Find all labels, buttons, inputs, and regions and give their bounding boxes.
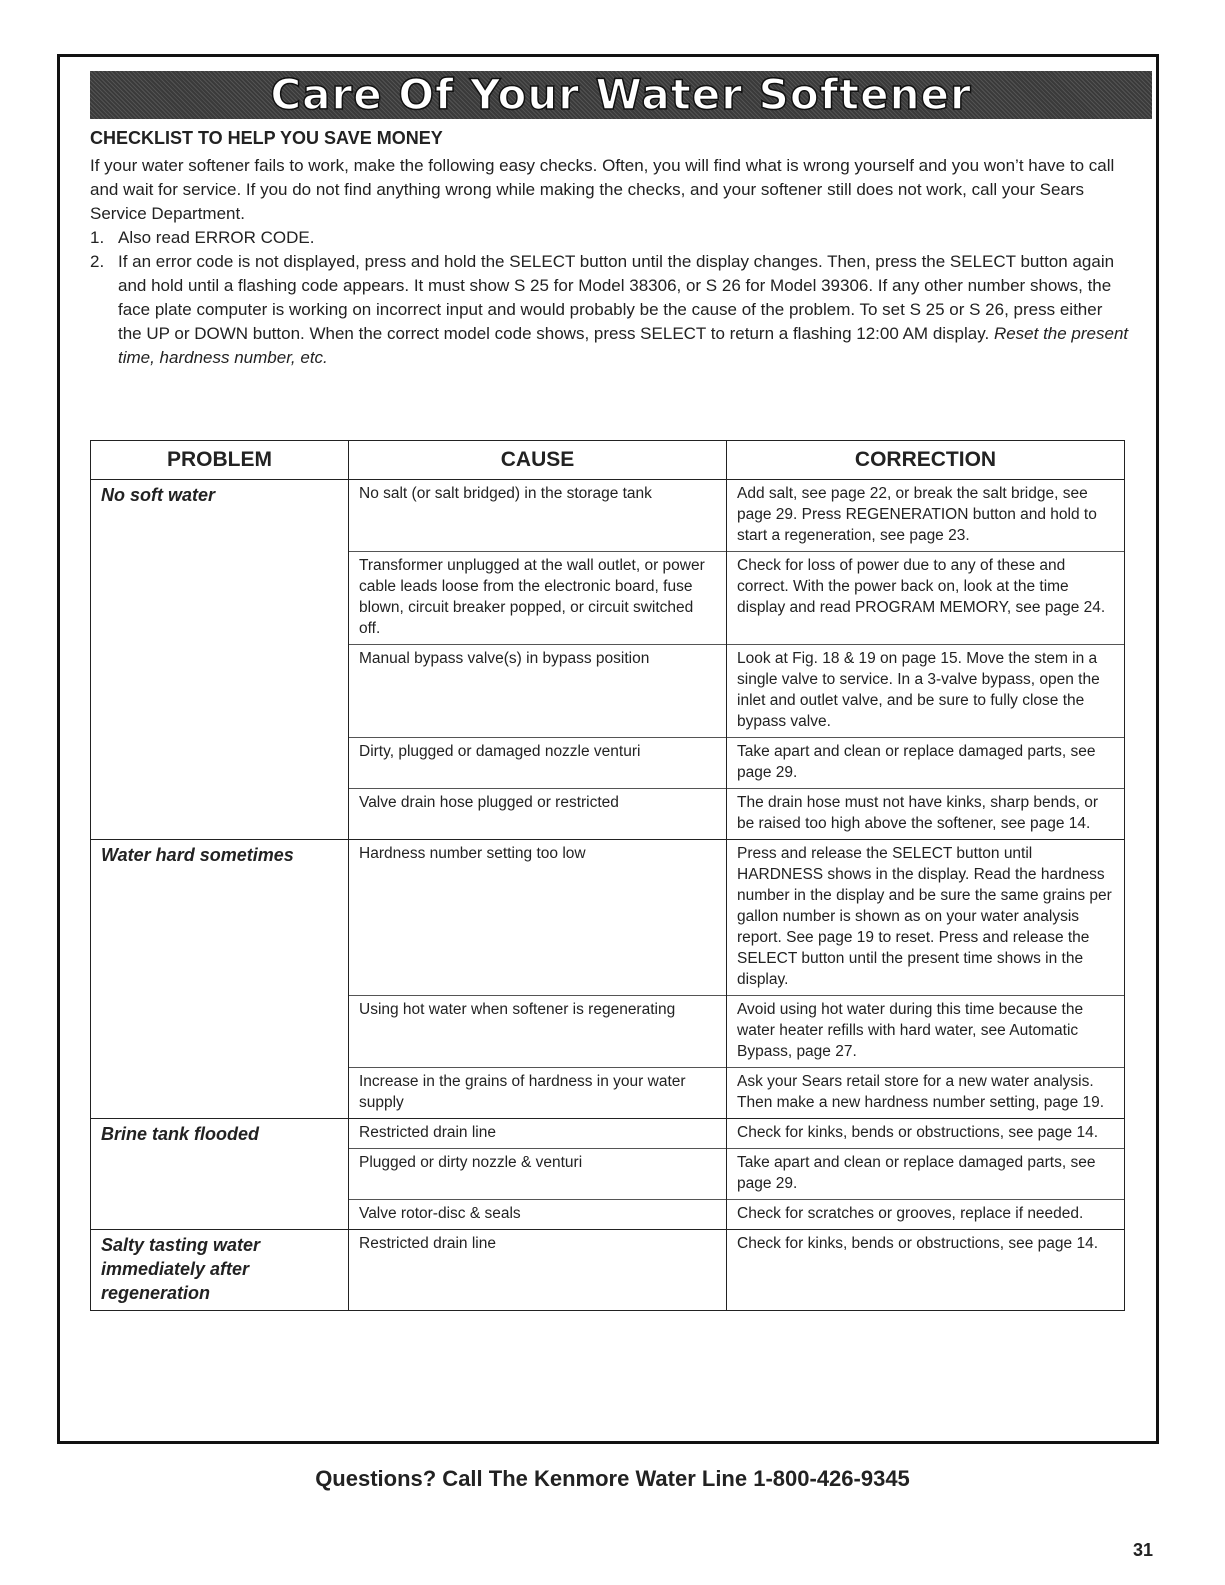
- cause-cell: Dirty, plugged or damaged nozzle venturi: [349, 738, 727, 789]
- header-cause: CAUSE: [349, 441, 727, 480]
- correction-cell: Avoid using hot water during this time because the water heater refills with hard water, see Automatic Bypass, page 27.: [727, 996, 1125, 1068]
- cause-cell: Valve rotor-disc & seals: [349, 1200, 727, 1230]
- correction-cell: Check for kinks, bends or obstructions, see page 14.: [727, 1119, 1125, 1149]
- table-row: [91, 840, 1125, 996]
- correction-cell: Check for kinks, bends or obstructions, see page 14.: [727, 1230, 1125, 1311]
- checklist-item-2: [90, 250, 1130, 370]
- page-number: 31: [1133, 1540, 1154, 1560]
- correction-cell: Check for scratches or grooves, replace if needed.: [727, 1200, 1125, 1230]
- checklist-item-number: 2.: [90, 252, 105, 271]
- table-body: [91, 480, 1125, 1311]
- correction-cell: Check for loss of power due to any of these and correct. With the power back on, look at the time display and read PROGRAM MEMORY, see page 24.: [727, 552, 1125, 645]
- cause-cell: No salt (or salt bridged) in the storage tank: [349, 480, 727, 552]
- checklist-intro: If your water softener fails to work, make the following easy checks. Often, you will find what is wrong yourself and you won’t have to call and wait for service. If you do not find anything wrong while making the checks, and your softener still does not work, call your Sears Service Department.: [90, 156, 1115, 223]
- correction-cell: Ask your Sears retail store for a new water analysis. Then make a new hardness number setting, page 19.: [727, 1068, 1125, 1119]
- page-title: Care Of Your Water Softener: [270, 70, 972, 119]
- correction-cell: The drain hose must not have kinks, sharp bends, or be raised too high above the softener, see page 14.: [727, 789, 1125, 840]
- checklist-item-number: 1.: [90, 228, 105, 247]
- cause-cell: Plugged or dirty nozzle & venturi: [349, 1149, 727, 1200]
- cause-cell: Increase in the grains of hardness in your water supply: [349, 1068, 727, 1119]
- title-banner: [90, 71, 1152, 119]
- cause-cell: Restricted drain line: [349, 1119, 727, 1149]
- correction-cell: Take apart and clean or replace damaged parts, see page 29.: [727, 738, 1125, 789]
- correction-cell: Look at Fig. 18 & 19 on page 15. Move the stem in a single valve to service. In a 3-valve bypass, open the inlet and outlet valve, and be sure to fully close the bypass valve.: [727, 645, 1125, 738]
- cause-cell: Manual bypass valve(s) in bypass position: [349, 645, 727, 738]
- checklist-item-1: [90, 226, 1130, 250]
- checklist-item-text: Also read ERROR CODE.: [118, 228, 315, 247]
- table-header-row: [91, 441, 1125, 480]
- table-row: [91, 1119, 1125, 1149]
- table-row: [91, 480, 1125, 552]
- footer-hotline: Questions? Call The Kenmore Water Line 1-800-426-9345: [315, 1466, 910, 1491]
- header-correction: CORRECTION: [727, 441, 1125, 480]
- checklist-item-text: If an error code is not displayed, press and hold the SELECT button until the display changes. Then, press the SELECT button again and hold until a flashing code appears. It must show S 25 for Model 38306, or S 26 for Model 39306. If any other number shows, the face plate computer is working on incorrect input and would probably be the cause of the problem. To set S 25 or S 26, press either the UP or DOWN button. When the correct model code shows, press SELECT to return a flashing 12:00 AM display.: [118, 252, 1115, 343]
- checklist-heading: CHECKLIST TO HELP YOU SAVE MONEY: [90, 128, 443, 148]
- problem-cell: Brine tank flooded: [91, 1119, 349, 1230]
- problem-cell: Water hard sometimes: [91, 840, 349, 1119]
- cause-cell: Transformer unplugged at the wall outlet, or power cable leads loose from the electronic board, fuse blown, circuit breaker popped, or circuit switched off.: [349, 552, 727, 645]
- troubleshooting-table: [90, 440, 1125, 1311]
- checklist-item-italic-note: Reset the present time, hardness number, etc.: [118, 324, 1129, 367]
- correction-cell: Add salt, see page 22, or break the salt bridge, see page 29. Press REGENERATION button and hold to start a regeneration, see page 23.: [727, 480, 1125, 552]
- correction-cell: Press and release the SELECT button until HARDNESS shows in the display. Read the hardness number in the display and be sure the same grains per gallon number is shown as on your water analysis report. See page 19 to reset. Press and release the SELECT button until the present time shows in the display.: [727, 840, 1125, 996]
- header-problem: PROBLEM: [91, 441, 349, 480]
- table-row: [91, 1230, 1125, 1311]
- problem-cell: No soft water: [91, 480, 349, 840]
- cause-cell: Valve drain hose plugged or restricted: [349, 789, 727, 840]
- cause-cell: Using hot water when softener is regenerating: [349, 996, 727, 1068]
- problem-cell: Salty tasting water immediately after regeneration: [91, 1230, 349, 1311]
- cause-cell: Hardness number setting too low: [349, 840, 727, 996]
- cause-cell: Restricted drain line: [349, 1230, 727, 1311]
- correction-cell: Take apart and clean or replace damaged parts, see page 29.: [727, 1149, 1125, 1200]
